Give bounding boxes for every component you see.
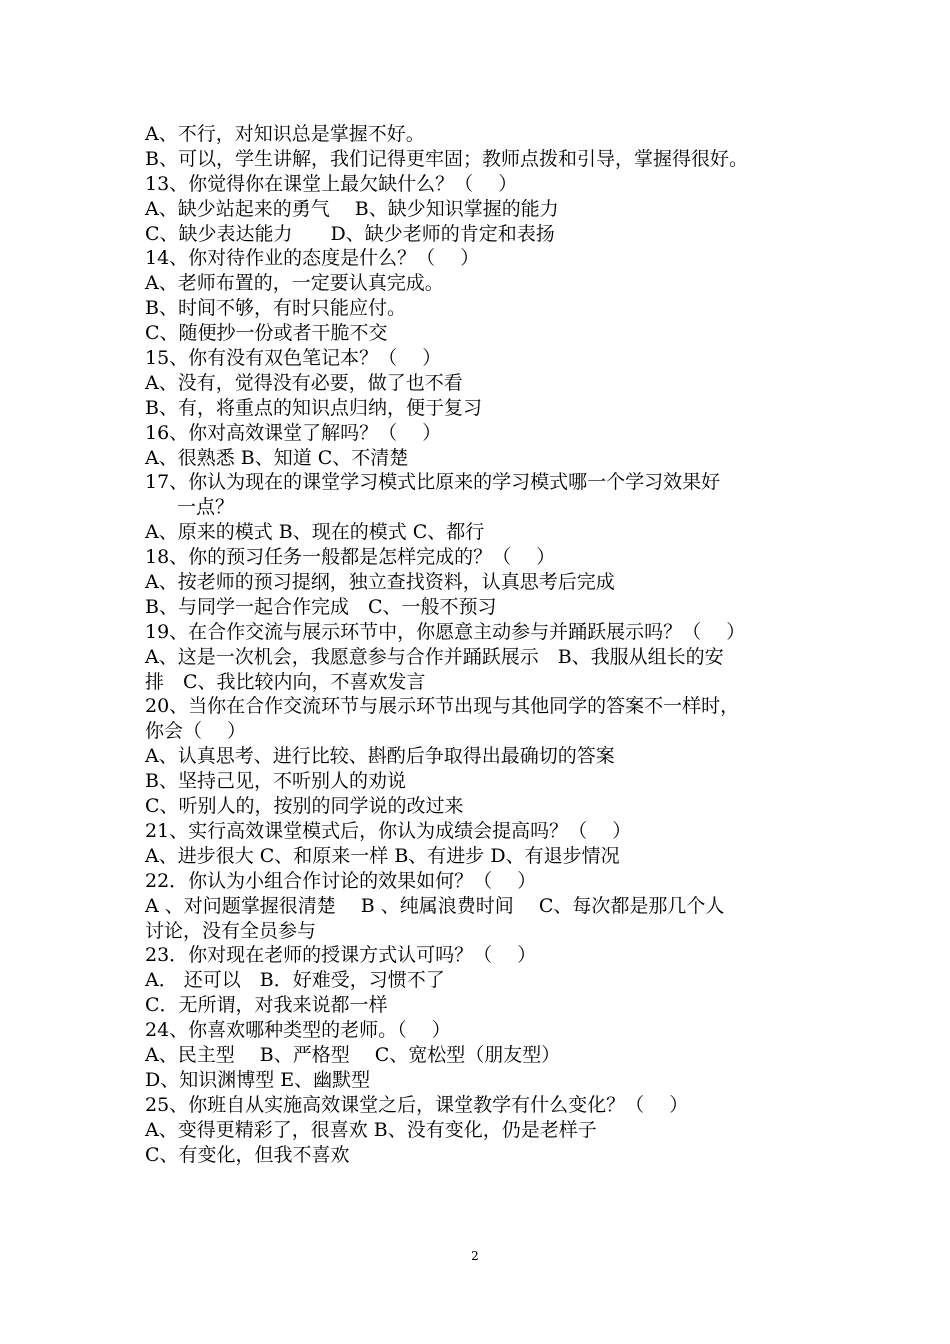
text-line: A、按老师的预习提纲，独立查找资料，认真思考后完成	[145, 571, 615, 594]
text-line: 25、你班自从实施高效课堂之后，课堂教学有什么变化？（ ）	[145, 1093, 689, 1116]
text-line: B、时间不够，有时只能应付。	[145, 297, 406, 320]
text-line: B、有，将重点的知识点归纳，便于复习	[145, 396, 482, 419]
text-line: 17、你认为现在的课堂学习模式比原来的学习模式哪一个学习效果好	[145, 471, 721, 494]
text-line: 13、你觉得你在课堂上最欠缺什么？（ ）	[145, 172, 518, 195]
text-line: 20、当你在合作交流环节与展示环节出现与其他同学的答案不一样时，	[145, 695, 740, 718]
text-line: C．无所谓，对我来说都一样	[145, 994, 388, 1017]
text-line: A． 还可以 B．好难受，习惯不了	[145, 969, 445, 992]
text-line: A、认真思考、进行比较、斟酌后争取得出最确切的答案	[145, 745, 615, 768]
question-list	[145, 122, 815, 1167]
text-line: C、听别人的，按别的同学说的改过来	[145, 795, 464, 818]
text-line: A、老师布置的，一定要认真完成。	[145, 272, 444, 295]
text-line: 19、在合作交流与展示环节中，你愿意主动参与并踊跃展示吗？（ ）	[145, 620, 746, 643]
text-line: C、随便抄一份或者干脆不交	[145, 322, 388, 345]
text-line: A、不行，对知识总是掌握不好。	[145, 123, 425, 145]
text-line: B、坚持己见，不听别人的劝说	[145, 770, 406, 793]
text-line: 21、实行高效课堂模式后，你认为成绩会提高吗？（ ）	[145, 819, 632, 842]
text-line: 排 C、我比较内向，不喜欢发言	[145, 670, 426, 693]
text-line: 18、你的预习任务一般都是怎样完成的？（ ）	[145, 546, 556, 569]
text-line: A、原来的模式 B、现在的模式 C、都行	[145, 521, 485, 544]
text-line: A、进步很大 C、和原来一样 B、有进步 D、有退步情况	[145, 844, 620, 867]
text-line: 14、你对待作业的态度是什么？（ ）	[145, 247, 480, 270]
text-line: A、缺少站起来的勇气 B、缺少知识掌握的能力	[145, 197, 559, 220]
page-number: 2	[471, 1249, 479, 1263]
text-line: C、有变化，但我不喜欢	[145, 1143, 350, 1166]
text-line: A、很熟悉 B、知道 C、不清楚	[145, 446, 409, 469]
text-line: 15、你有没有双色笔记本？（ ）	[145, 347, 442, 370]
text-line: 讨论，没有全员参与	[145, 919, 317, 942]
text-line: D、知识渊博型 E、幽默型	[145, 1068, 371, 1091]
text-line: 16、你对高效课堂了解吗？（ ）	[145, 421, 442, 444]
text-line: 一点？	[177, 496, 235, 519]
text-line: 22．你认为小组合作讨论的效果如何？（ ）	[145, 869, 537, 892]
text-line: 24、你喜欢哪种类型的老师。（ ）	[145, 1019, 451, 1042]
text-line: B、与同学一起合作完成 C、一般不预习	[145, 595, 497, 618]
text-line: A、民主型 B、严格型 C、宽松型（朋友型）	[145, 1043, 561, 1066]
text-line: 23．你对现在老师的授课方式认可吗？（ ）	[145, 944, 537, 967]
text-line: A、没有，觉得没有必要，做了也不看	[145, 371, 463, 394]
text-line: A、这是一次机会，我愿意参与合作并踊跃展示 B、我服从组长的安	[145, 645, 724, 668]
text-line: 你会（ ）	[145, 720, 247, 743]
text-line: A、变得更精彩了，很喜欢 B、没有变化，仍是老样子	[145, 1118, 597, 1141]
text-line: B、可以，学生讲解，我们记得更牢固；教师点拨和引导，掌握得很好。	[145, 147, 748, 170]
text-line: A 、对问题掌握很清楚 B 、纯属浪费时间 C、每次都是那几个人	[145, 894, 725, 917]
text-line: C、缺少表达能力 D、缺少老师的肯定和表扬	[145, 222, 555, 245]
